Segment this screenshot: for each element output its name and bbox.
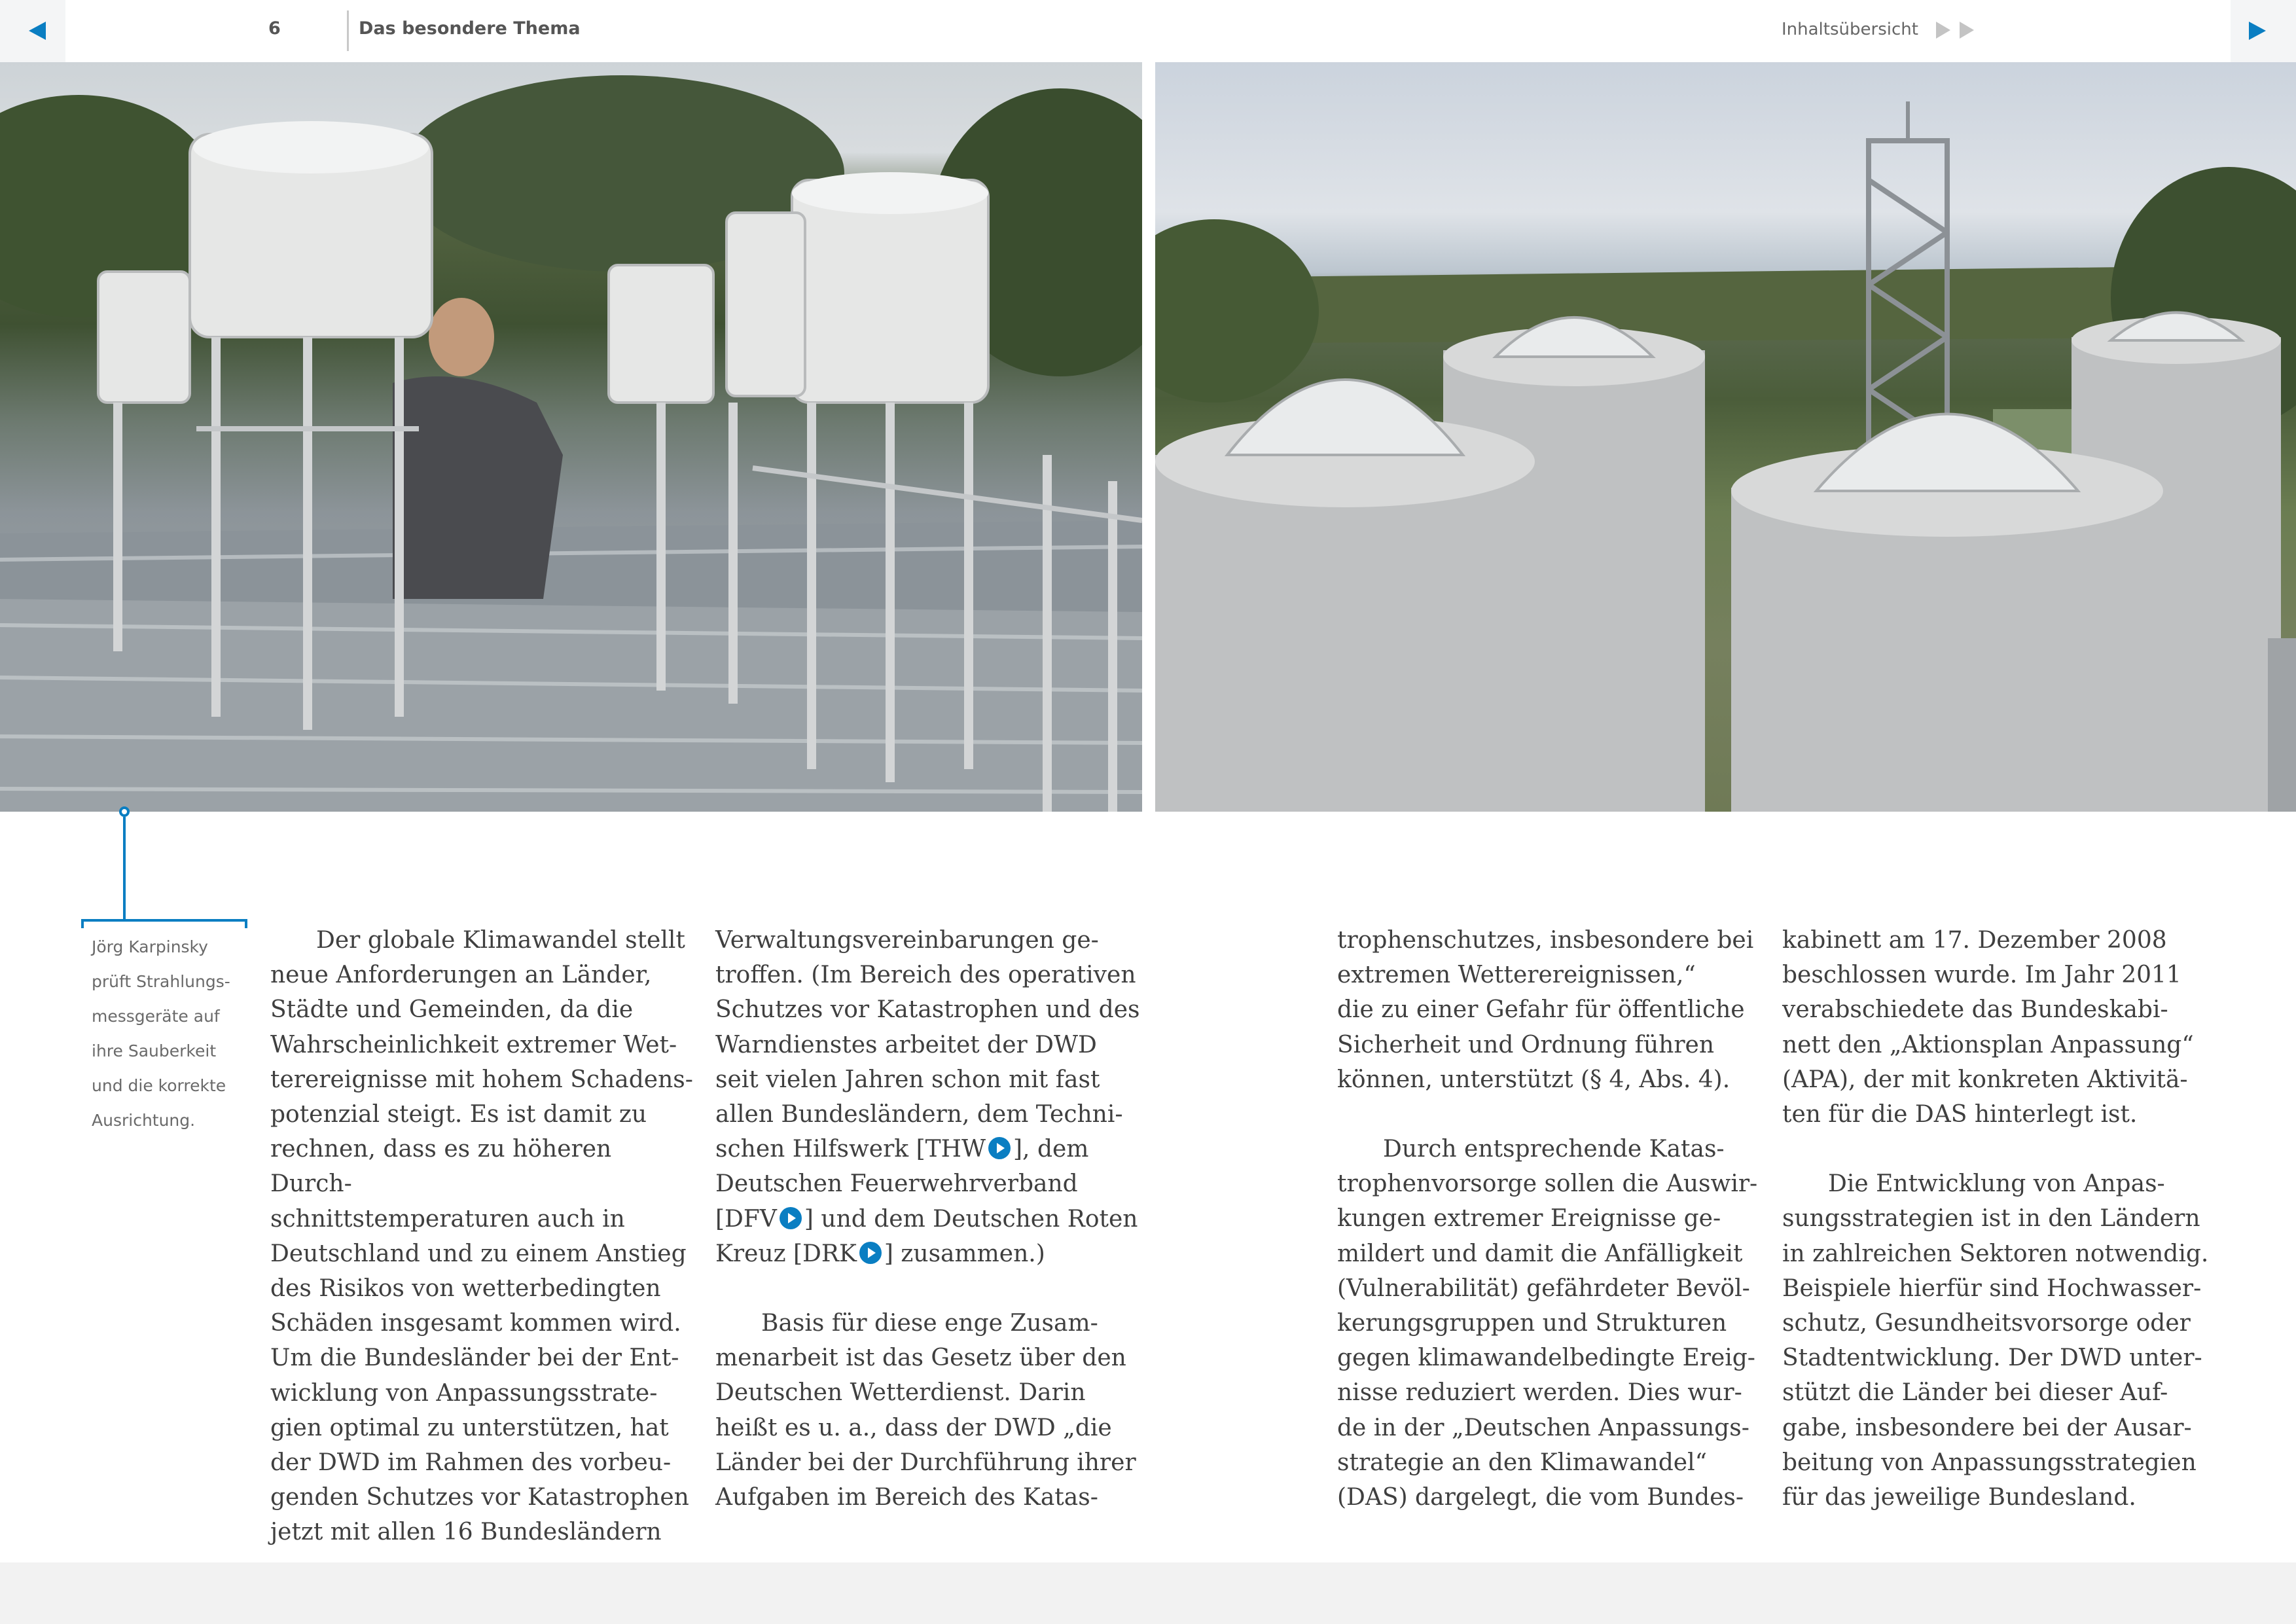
- toc-link[interactable]: Inhaltsübersicht: [1782, 20, 1918, 39]
- text-line: Deutschen Feuerwehrverband: [715, 1170, 1078, 1198]
- double-triangle-icon[interactable]: [1936, 22, 1950, 39]
- text-line: Deutschen Wetterdienst. Darin: [715, 1379, 1086, 1407]
- text-segment: [DFV: [715, 1205, 777, 1233]
- text-line: Schutzes vor Katastrophen und des: [715, 996, 1140, 1024]
- text-line: verabschiedete das Bundeskabi-: [1782, 996, 2168, 1024]
- text-line: stützt die Länder bei dieser Auf-: [1782, 1379, 2168, 1407]
- text-line: potenzial steigt. Es ist damit zu: [270, 1101, 647, 1128]
- text-line: (APA), der mit konkreten Aktivitä-: [1782, 1066, 2188, 1093]
- text-column-1: [270, 923, 699, 1550]
- text-line: Länder bei der Durchführung ihrer: [715, 1449, 1136, 1476]
- text-line: gabe, insbesondere bei der Ausar-: [1782, 1414, 2192, 1441]
- page-number: 6: [268, 18, 281, 39]
- text-line-dfv: [715, 1202, 1144, 1236]
- text-segment: schen Hilfswerk [THW: [715, 1136, 986, 1163]
- text-line: nisse reduziert werden. Dies wur-: [1337, 1379, 1742, 1407]
- text-column-3: [1337, 923, 1766, 1515]
- paragraph-gap: [715, 1271, 1144, 1306]
- text-line: mildert und damit die Anfälligkeit: [1337, 1240, 1743, 1267]
- photo-sensors-tower: [1155, 62, 2296, 812]
- caption-line: ihre Sauberkeit: [92, 1041, 217, 1060]
- text-column-2: [715, 923, 1144, 1515]
- text-line: nett den „Aktionsplan Anpassung“: [1782, 1031, 2194, 1058]
- text-line: Schäden insgesamt kommen wird.: [270, 1310, 681, 1337]
- text-line: Basis für diese enge Zusam-: [761, 1310, 1098, 1337]
- text-segment: ], dem: [1013, 1136, 1089, 1163]
- play-circle-icon[interactable]: [780, 1207, 802, 1229]
- text-line: seit vielen Jahren schon mit fast: [715, 1066, 1100, 1093]
- paragraph-gap: [1782, 1132, 2211, 1166]
- photo-left-drawing: [0, 62, 1142, 812]
- text-line: beitung von Anpassungsstrategien: [1782, 1449, 2197, 1476]
- photo-right-drawing: [1155, 62, 2296, 812]
- text-line: (Vulnerabilität) gefährdeter Bevöl-: [1337, 1274, 1750, 1302]
- text-line: für das jeweilige Bundesland.: [1782, 1484, 2136, 1511]
- text-line: extremen Wetterereignissen,“: [1337, 962, 1696, 989]
- caption-line: und die korrekte: [92, 1076, 226, 1095]
- text-line: troffen. (Im Bereich des operativen: [715, 962, 1136, 989]
- text-line: schnittstemperaturen auch in: [270, 1205, 625, 1233]
- text-line: trophenvorsorge sollen die Auswir-: [1337, 1170, 1758, 1198]
- header-bar-right: [1155, 0, 2296, 62]
- text-segment: ] und dem Deutschen Roten: [804, 1205, 1138, 1233]
- caption-connector-line: [123, 817, 126, 922]
- text-line: Durch entsprechende Katas-: [1383, 1136, 1725, 1163]
- text-segment: ] zusammen.): [884, 1240, 1045, 1267]
- text-line: Um die Bundesländer bei der Ent-: [270, 1344, 679, 1372]
- text-line: der DWD im Rahmen des vorbeu-: [270, 1449, 672, 1477]
- caption-bracket-tick-right: [245, 919, 247, 928]
- text-line: des Risikos von wetterbedingten: [270, 1275, 661, 1303]
- caption-line: prüft Strahlungs-: [92, 972, 230, 991]
- double-triangle-icon-2[interactable]: [1960, 22, 1974, 39]
- text-line: strategie an den Klimawandel“: [1337, 1449, 1708, 1476]
- text-line: sungsstrategien ist in den Ländern: [1782, 1205, 2200, 1233]
- text-line: Aufgaben im Bereich des Katas-: [715, 1484, 1098, 1511]
- text-line: genden Schutzes vor Katastrophen: [270, 1484, 689, 1511]
- text-line: Deutschland und zu einem Anstieg: [270, 1240, 687, 1267]
- text-line: trophenschutzes, insbesondere bei: [1337, 927, 1754, 954]
- text-line-thw: [715, 1132, 1144, 1166]
- play-circle-icon[interactable]: [859, 1242, 882, 1264]
- text-line: gien optimal zu unterstützen, hat: [270, 1414, 669, 1441]
- photo-instruments-platform: [0, 62, 1142, 812]
- text-line: Wahrscheinlichkeit extremer Wet-: [270, 1031, 677, 1058]
- text-line: Städte und Gemeinden, da die: [270, 996, 634, 1024]
- caption-bracket-tick-left: [81, 919, 84, 928]
- text-line: Sicherheit und Ordnung führen: [1337, 1031, 1715, 1058]
- caption-line: Ausrichtung.: [92, 1111, 196, 1130]
- text-segment: Kreuz [DRK: [715, 1240, 857, 1267]
- play-circle-icon[interactable]: [988, 1137, 1011, 1159]
- photo-caption: [92, 929, 252, 1138]
- text-line: kerungsgruppen und Strukturen: [1337, 1310, 1727, 1337]
- text-line: Stadtentwicklung. Der DWD unter-: [1782, 1344, 2202, 1372]
- triangle-left-icon[interactable]: [29, 22, 46, 40]
- caption-bracket: [81, 919, 247, 922]
- text-line: de in der „Deutschen Anpassungs-: [1337, 1414, 1749, 1441]
- text-line: kungen extremer Ereignisse ge-: [1337, 1205, 1721, 1233]
- text-column-4: [1782, 923, 2211, 1515]
- text-line: können, unterstützt (§ 4, Abs. 4).: [1337, 1066, 1731, 1093]
- text-line: jetzt mit allen 16 Bundesländern: [270, 1519, 662, 1546]
- text-line-drk: [715, 1236, 1144, 1271]
- text-line: rechnen, dass es zu höheren Durch-: [270, 1136, 612, 1198]
- triangle-right-icon[interactable]: [2249, 22, 2266, 40]
- caption-line: messgeräte auf: [92, 1007, 220, 1026]
- text-line: terereignisse mit hohem Schadens-: [270, 1066, 693, 1093]
- caption-line: Jörg Karpinsky: [92, 937, 208, 956]
- text-line: menarbeit ist das Gesetz über den: [715, 1344, 1126, 1372]
- text-line: ten für die DAS hinterlegt ist.: [1782, 1101, 2138, 1128]
- text-line: heißt es u. a., dass der DWD „die: [715, 1414, 1112, 1441]
- text-line: Verwaltungsvereinbarungen ge-: [715, 927, 1099, 954]
- paragraph-gap: [1337, 1097, 1766, 1132]
- text-line: Der globale Klimawandel stellt: [316, 927, 685, 954]
- text-line: neue Anforderungen an Länder,: [270, 962, 652, 989]
- text-line: kabinett am 17. Dezember 2008: [1782, 927, 2167, 954]
- text-line: (DAS) dargelegt, die vom Bundes-: [1337, 1484, 1744, 1511]
- text-line: in zahlreichen Sektoren notwendig.: [1782, 1240, 2209, 1267]
- text-line: schutz, Gesundheitsvorsorge oder: [1782, 1310, 2191, 1337]
- text-line: Beispiele hierfür sind Hochwasser-: [1782, 1274, 2202, 1302]
- text-line: Warndienstes arbeitet der DWD: [715, 1031, 1097, 1058]
- caption-anchor-dot: [119, 806, 130, 817]
- text-line: die zu einer Gefahr für öffentliche: [1337, 996, 1745, 1024]
- text-line: beschlossen wurde. Im Jahr 2011: [1782, 962, 2181, 989]
- text-line: allen Bundesländern, dem Techni-: [715, 1101, 1123, 1128]
- text-line: gegen klimawandelbedingte Ereig-: [1337, 1344, 1755, 1372]
- header-divider: [347, 10, 349, 51]
- text-line: wicklung von Anpassungsstrate-: [270, 1379, 658, 1407]
- section-title: Das besondere Thema: [359, 18, 581, 39]
- text-line: Die Entwicklung von Anpas-: [1828, 1170, 2165, 1198]
- footer-strip: [0, 1562, 2296, 1624]
